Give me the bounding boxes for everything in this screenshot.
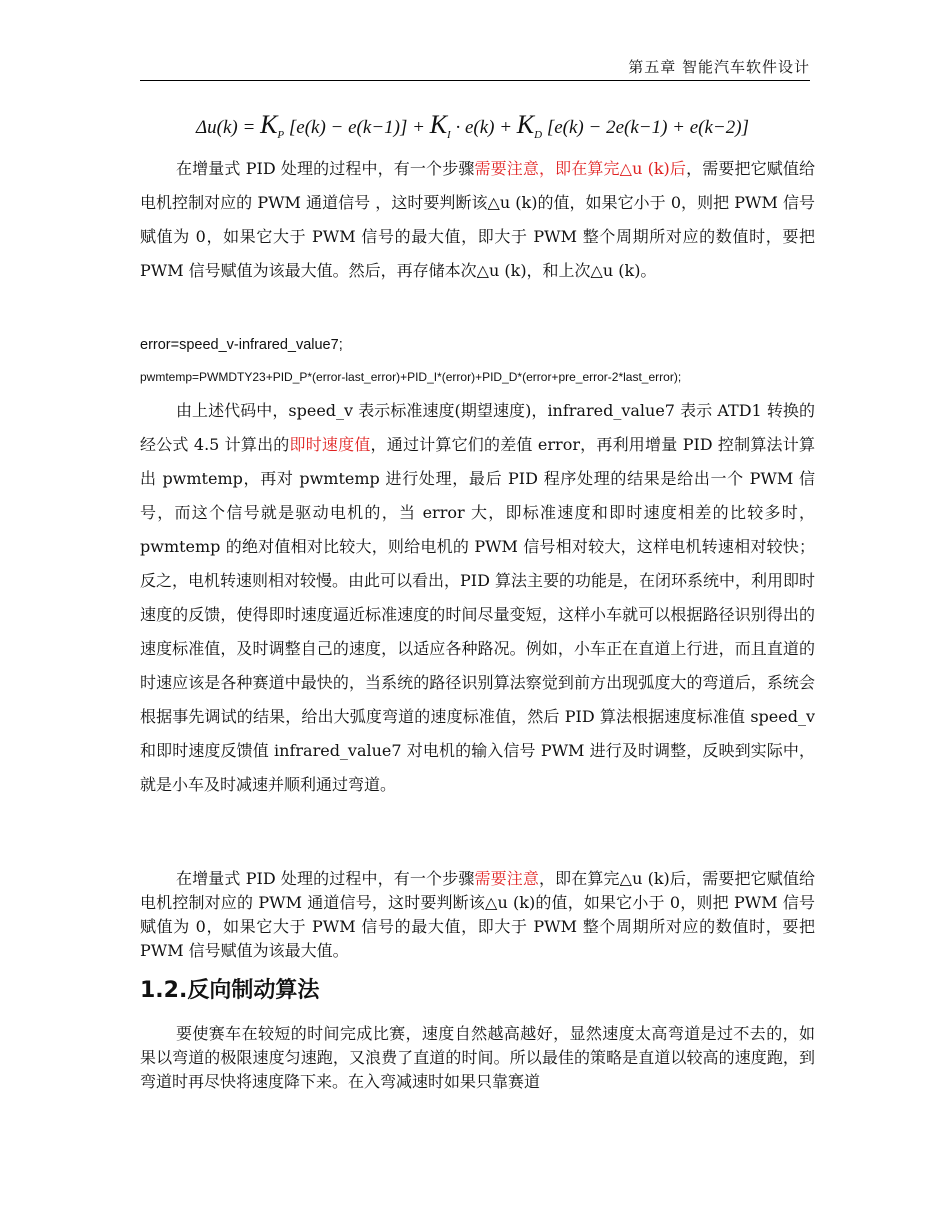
para1-text-c: ，需要把它赋值给电机控制对应的 PWM 通道信号 ，这时要判断该△u (k)的值，如果它小于 0，则把 PWM 信号赋值为 0，如果它大于 PWM 信号的最大值，即大于 PWM 整个周期所对应的数值时，要把 PWM 信号赋值为该最大值。然后，再存储本次△u (k)，和上次△u (k)。 <box>140 159 815 280</box>
formula-kd: K <box>516 110 535 139</box>
para3-text-c: ，即在算完△u (k)后，需要把它赋值给电机控制对应的 PWM 通道信号，这时要判断该△u (k)的值，如果它小于 0，则把 PWM 信号赋值为 0，如果它大于 PWM 信号的最大值，即大于 PWM 整个周期所对应的数值时，要把 PWM 信号赋值为该最大值。 <box>140 869 815 960</box>
formula-lhs: Δu(k) = <box>196 117 256 138</box>
pid-formula <box>196 110 749 144</box>
chapter-title: 第五章 智能汽车软件设计 <box>628 58 810 76</box>
para2-text-c: ，通过计算它们的差值 error，再利用增量 PID 控制算法计算出 pwmtemp，再对 pwmtemp 进行处理，最后 PID 程序处理的结果是给出一个 PWM 信号，而这个信号就是驱动电机的，当 error 大，即标准速度和即时速度相差的比较多时，pwmtemp 的绝对值相对比较大，则给电机的 PWM 信号相对较大，这样电机转速相对较快；反之，电机转速则相对较慢。由此可以看出，PID 算法主要的功能是，在闭环系统中，利用即时速度的反馈，使得即时速度逼近标准速度的时间尽量变短，这样小车就可以根据路径识别得出的速度标准值，及时调整自己的速度，以适应各种路况。例如，小车正在直道上行进，而且直道的时速应该是各种赛道中最快的，当系统的路径识别算法察觉到前方出现弧度大的弯道后，系统会根据事先调试的结果，给出大弧度弯道的速度标准值，然后 PID 算法根据速度标准值 speed_v 和即时速度反馈值 infrared_value7 对电机的输入信号 PWM 进行及时调整，反映到实际中，就是小车及时减速并顺利通过弯道。 <box>140 435 816 794</box>
formula-ki-sub: I <box>447 128 451 141</box>
para2-highlight: 即时速度值 <box>289 435 371 454</box>
section-heading: 1.2.反向制动算法 <box>140 978 320 1003</box>
para1-text-a: 在增量式 PID 处理的过程中，有一个步骤 <box>176 159 475 178</box>
formula-kd-sub: D <box>534 128 543 141</box>
formula-term3: [e(k) − 2e(k−1) + e(k−2)] <box>546 117 749 138</box>
para1-highlight: 需要注意，即在算完△u (k)后 <box>474 159 687 178</box>
paragraph-4 <box>140 1022 815 1094</box>
formula-kp-sub: P <box>277 128 285 141</box>
code-line-2: pwmtemp=PWMDTY23+PID_P*(error-last_error)+PID_I*(error)+PID_D*(error+pre_error-2*last_error); <box>140 370 682 384</box>
paragraph-2 <box>140 394 815 802</box>
para4-text: 要使赛车在较短的时间完成比赛，速度自然越高越好，显然速度太高弯道是过不去的，如果以弯道的极限速度匀速跑，又浪费了直道的时间。所以最佳的策略是直道以较高的速度跑，到弯道时再尽快将速度降下来。在入弯减速时如果只靠赛道 <box>140 1024 815 1091</box>
page-header <box>140 54 810 81</box>
formula-ki: K <box>429 110 448 139</box>
formula-term2: · e(k) + <box>455 117 513 138</box>
para3-text-a: 在增量式 PID 处理的过程中，有一个步骤 <box>176 869 475 888</box>
formula-kp: K <box>260 110 278 139</box>
para3-highlight: 需要注意 <box>474 869 539 888</box>
paragraph-1 <box>140 152 815 288</box>
para2-text-a: 由上述代码中，speed_v 表示标准速度(期望速度)，infrared_value7 表示 ATD1 转换的经公式 4.5 计算出的 <box>140 401 815 454</box>
paragraph-3 <box>140 867 815 963</box>
formula-term1: [e(k) − e(k−1)] + <box>288 117 425 138</box>
code-line-1: error=speed_v-infrared_value7; <box>140 337 343 353</box>
